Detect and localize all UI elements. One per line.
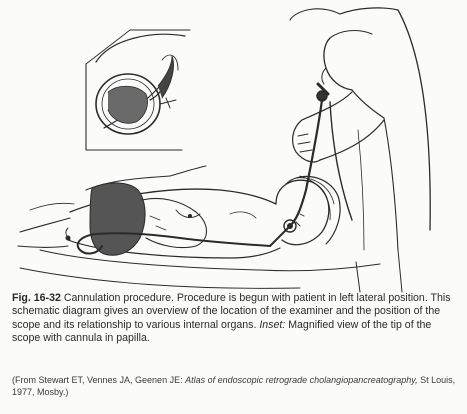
- citation-publisher: St Louis, 1977, Mosby.): [12, 375, 456, 397]
- inset-magnified-view: [86, 30, 190, 150]
- inset-label: Inset:: [259, 318, 286, 331]
- citation-authors: (From Stewart ET, Vennes JA, Geenen JE:: [12, 375, 183, 385]
- figure-number: Fig. 16-32: [12, 292, 61, 304]
- citation-title: Atlas of endoscopic retrograde cholangiopancreatography,: [185, 375, 418, 385]
- caption-text: Cannulation procedure. Procedure is begun with patient in left lateral position. This schematic diagram gives an overview of the location of the examiner and the position of the scope and its relationship to various internal organs.: [12, 292, 451, 331]
- caption-inset-text: Magnified view of the tip of the scope with cannula in papilla.: [12, 318, 432, 345]
- figure-caption: [12, 292, 462, 346]
- source-citation: [12, 375, 460, 398]
- examiner-figure: [290, 8, 430, 292]
- internal-organs: [66, 183, 270, 255]
- patient-figure: [18, 166, 380, 288]
- endoscope-cable: [270, 100, 352, 246]
